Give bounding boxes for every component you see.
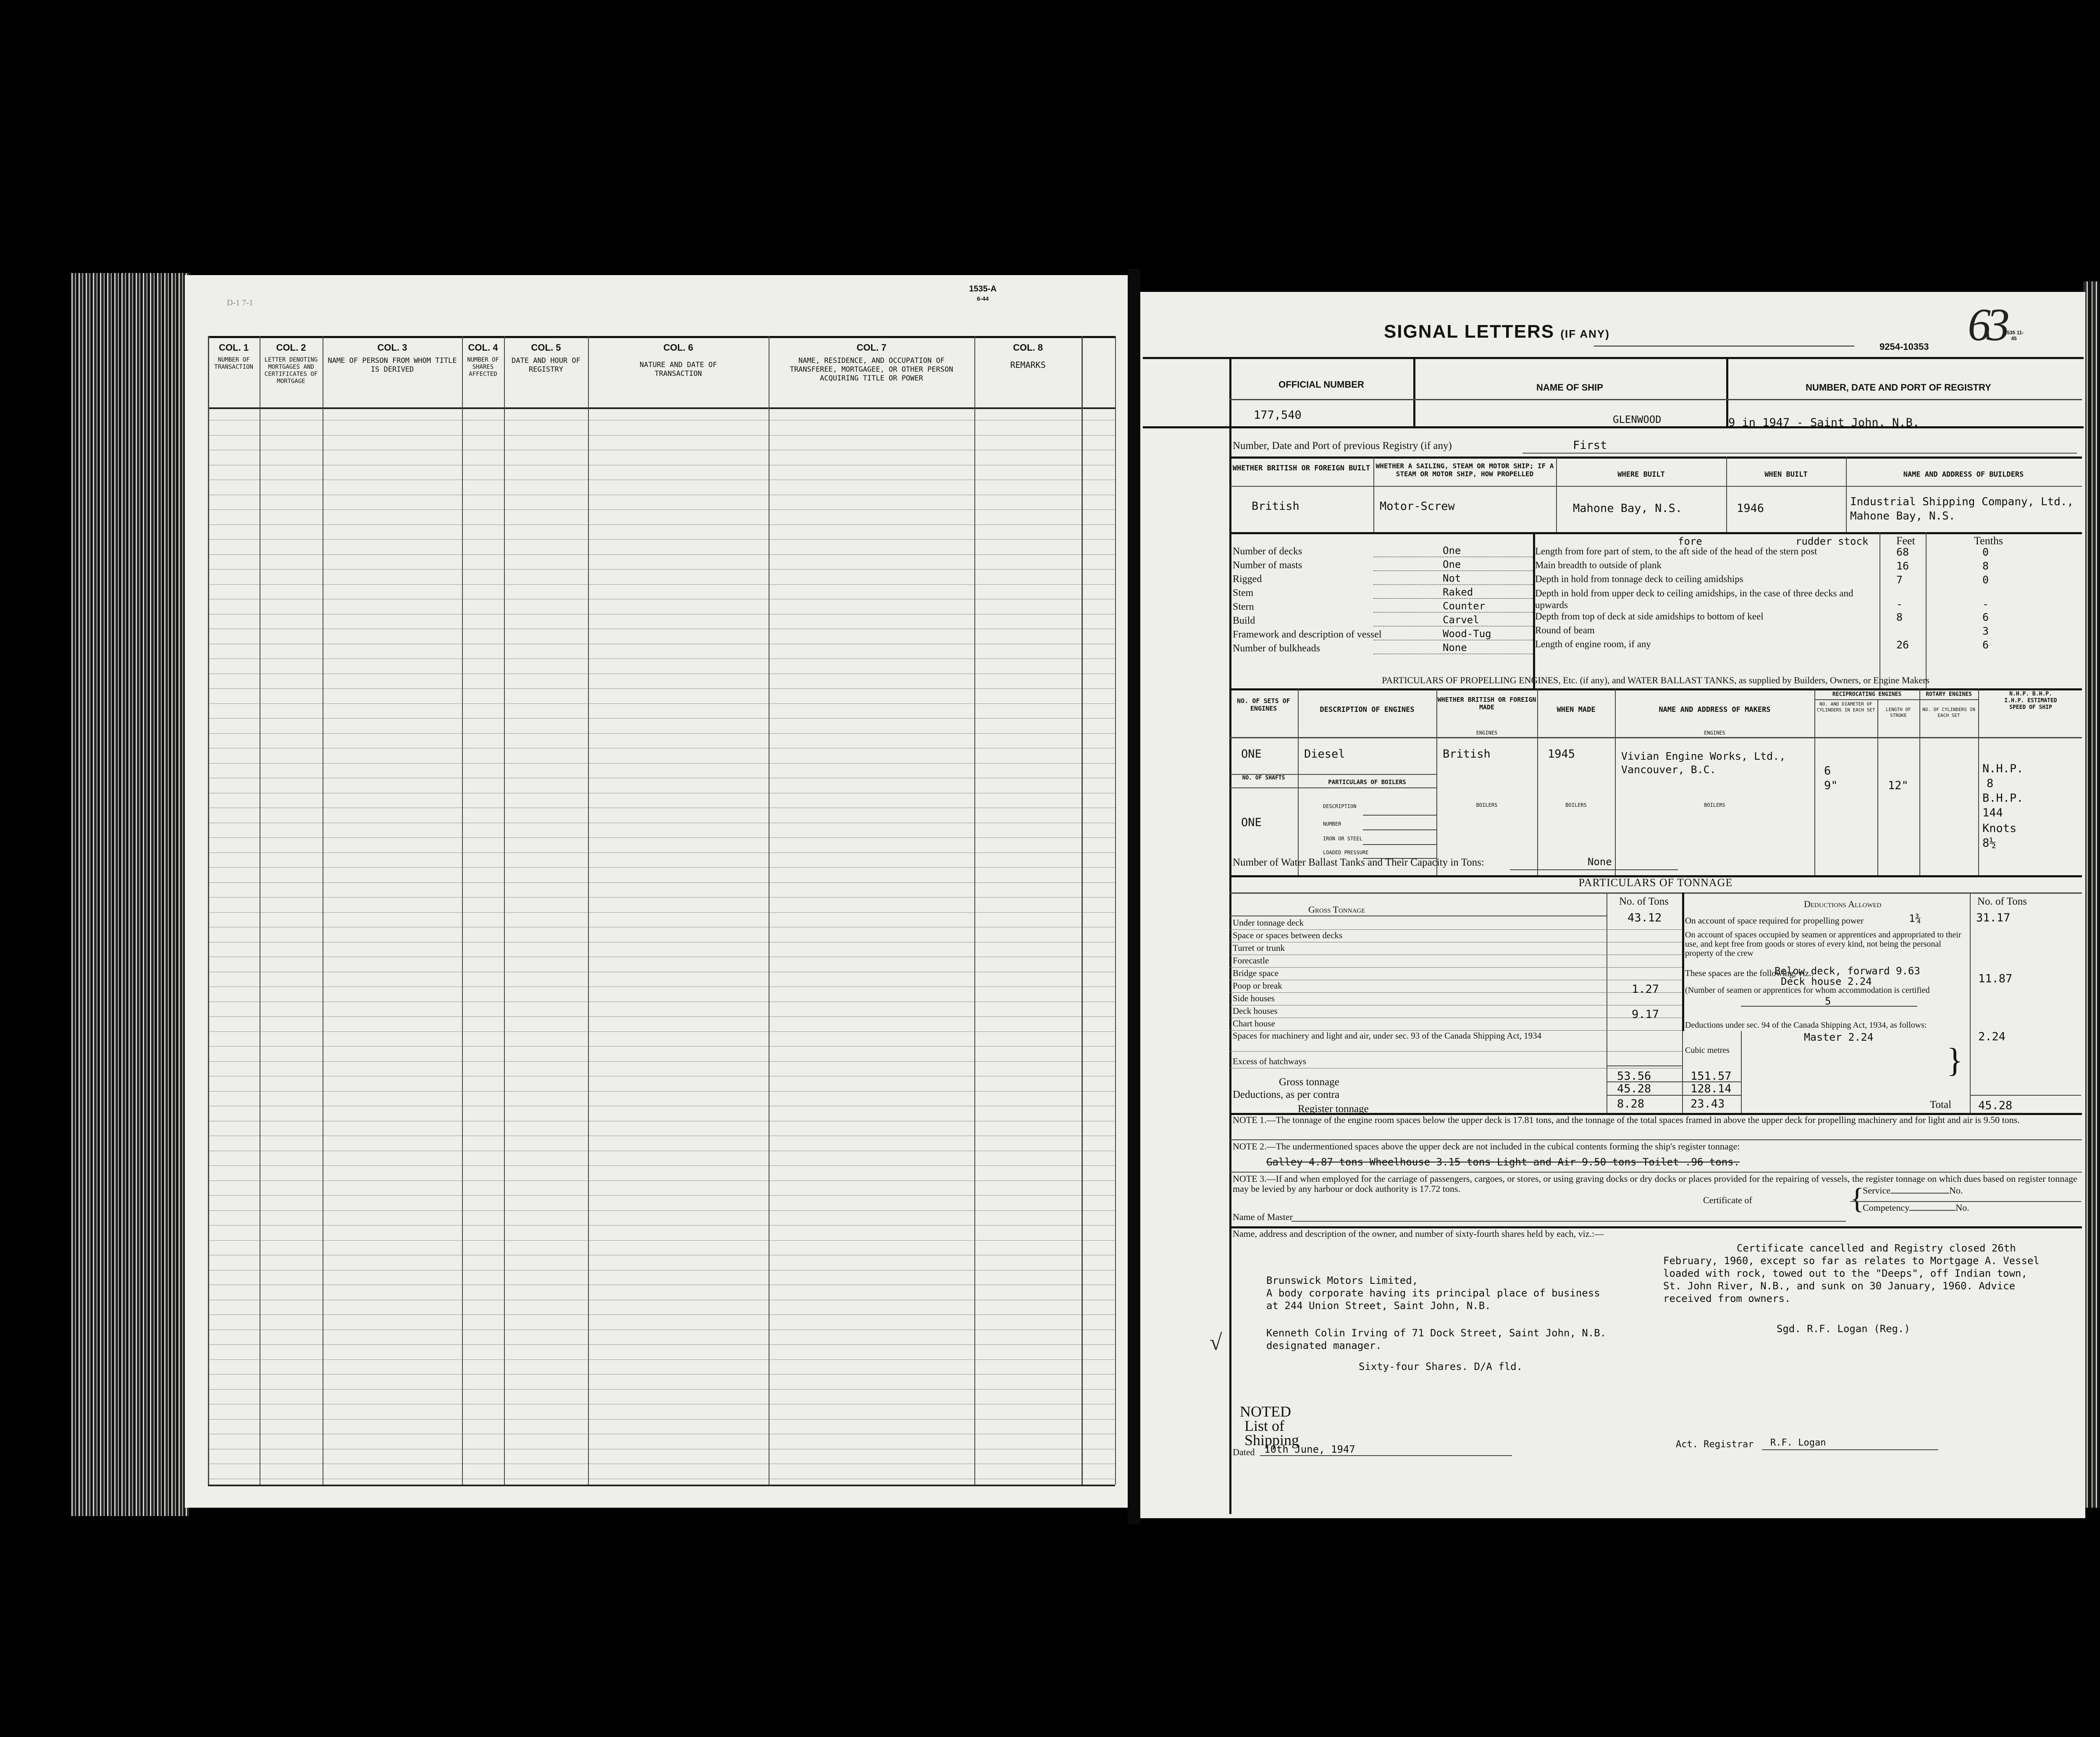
cubic-metres: 128.14 (1690, 1082, 1732, 1095)
previous-registry: First (1573, 439, 1607, 452)
official-number-label: OFFICIAL NUMBER (1278, 379, 1364, 390)
particular-value: Not (1443, 572, 1461, 584)
dimension-label: Length of engine room, if any (1535, 639, 1651, 649)
gross-item-line (1229, 967, 1682, 968)
left-page-register-ledger (185, 275, 1128, 1508)
deduction-master-value: 2.24 (1978, 1030, 2006, 1043)
deductions-total-value: 45.28 (1617, 1082, 1651, 1095)
deductions-label: Deductions, as per contra (1233, 1089, 1340, 1100)
deduction-crew-label: On account of spaces occupied by seamen or apprentices and appropriated to their use, and kept free from goods or stores of every kind, not being the personal property of the crew (1685, 930, 1961, 958)
particular-label: Framework and description of vessel (1233, 629, 1382, 640)
dimension-feet: - (1896, 598, 1903, 610)
ledger-row-line (208, 867, 1115, 868)
deduction-section-94-label: Deductions under sec. 94 of the Canada Shipping Act, 1934, as follows: (1685, 1021, 1927, 1030)
ledger-row-line (208, 1061, 1115, 1062)
note-2-spaces: Galley 4.87 tons Wheelhouse 3.15 tons Light and Air 9.50 tons Toilet .96 tons. (1266, 1156, 1740, 1168)
ledger-row-line (208, 1240, 1115, 1241)
registrar-name: R.F. Logan (1770, 1438, 1826, 1448)
leader-dots (1373, 584, 1533, 585)
gross-item-line (1229, 1051, 1682, 1052)
dimension-label: Length from fore part of stem, to the aft side of the head of the stern post (1535, 546, 1817, 556)
form-number: 1535-A (969, 284, 997, 294)
ledger-row-line (208, 688, 1115, 689)
total-label: Total (1930, 1099, 1952, 1110)
note-1: NOTE 1.—The tonnage of the engine room spaces below the upper deck is 17.81 tons, and the tonnage of the total spaces framed in above the upper deck for propelling machinery and for light and air is 9.50 tons. (1233, 1115, 2020, 1125)
remark-line: February, 1960, except so far as relates to Mortgage A. Vessel (1663, 1255, 2040, 1267)
left-page-stack-edge (71, 273, 189, 1516)
particular-label: Rigged (1233, 574, 1262, 585)
knots-value: 8½ (1982, 837, 1996, 850)
ledger-row-line (208, 1344, 1115, 1345)
registry-label: NUMBER, DATE AND PORT OF REGISTRY (1806, 382, 1991, 393)
deduction-spaces-label: These spaces are the following, viz.: (1685, 968, 1814, 978)
particular-label: Number of decks (1233, 546, 1302, 557)
note-3: NOTE 3.—If and when employed for the carriage of passengers, cargoes, or stores, or using graving docks or dry docks or places provided for the repairing of vessels, the register tonnage on which dues based on register tonnage may be levied by any harbour or dock authority is 17.72 tons. (1233, 1173, 2077, 1194)
under-deck-tons: 43.12 (1628, 911, 1662, 924)
particular-value: Carvel (1443, 614, 1479, 626)
form-date: 6-44 (976, 295, 989, 302)
particular-value: Raked (1443, 586, 1473, 598)
water-ballast-value: None (1588, 856, 1612, 868)
boiler-label: LOADED PRESSURE (1323, 850, 1369, 855)
knots-label: Knots (1982, 822, 2017, 835)
dimension-feet: 8 (1896, 611, 1903, 623)
engine-made: British (1443, 748, 1491, 761)
leader-dots (1373, 556, 1533, 557)
engine-subheader: BOILERS (1704, 802, 1725, 808)
engine-stroke: 12" (1888, 779, 1908, 792)
leader-dots (1373, 626, 1533, 627)
particular-value: Counter (1443, 600, 1486, 612)
ledger-row-line (208, 837, 1115, 838)
ledger-row-line (208, 718, 1115, 719)
leader-dots (1373, 570, 1533, 571)
remark-line: St. John River, N.B., and sunk on 30 January, 1960. Advice (1663, 1280, 2016, 1292)
column-header: COL. 3 NAME OF PERSON FROM WHOM TITLE IS DERIVED (328, 342, 457, 374)
build-value: 1946 (1737, 502, 1764, 515)
particular-value: None (1443, 642, 1467, 653)
build-header: WHERE BUILT (1617, 470, 1665, 479)
ledger-row-line (208, 703, 1115, 704)
gross-item-label: Side houses (1233, 993, 1275, 1003)
remark-line: received from owners. (1663, 1293, 1791, 1304)
column-header: COL. 1 NUMBER OF TRANSACTION (214, 342, 253, 370)
ledger-row-line (208, 912, 1115, 913)
ledger-row-line (208, 554, 1115, 555)
deck-house-value: Deck house 2.24 (1781, 976, 1872, 987)
gross-item-label: Deck houses (1233, 1006, 1278, 1016)
leader-dots (1373, 653, 1533, 654)
boiler-label: DESCRIPTION (1323, 803, 1357, 809)
register-tonnage-label: Register tonnage (1298, 1103, 1369, 1115)
dimension-tenths: 3 (1982, 625, 1989, 637)
dimension-feet: 68 (1896, 546, 1909, 558)
note-2: NOTE 2.—The undermentioned spaces above the upper deck are not included in the cubical contents forming the ship's register tonnage: (1233, 1141, 1740, 1152)
name-of-ship-label: NAME OF SHIP (1536, 382, 1603, 393)
dated-label: Dated (1233, 1447, 1255, 1457)
build-value: Motor-Screw (1380, 500, 1455, 513)
cubic-metres: 151.57 (1690, 1070, 1732, 1083)
particular-label: Number of masts (1233, 560, 1302, 571)
build-header: WHETHER BRITISH OR FOREIGN BUILT (1232, 464, 1370, 472)
gross-item-label: Bridge space (1233, 968, 1279, 978)
build-value: Industrial Shipping Company, Ltd., Mahone Bay, N.S. (1850, 496, 2074, 522)
engine-subheader: BOILERS (1476, 802, 1498, 808)
column-header: COL. 2 LETTER DENOTING MORTGAGES AND CERTIFICATES OF MORTGAGE (264, 342, 318, 385)
water-ballast-label: Number of Water Ballast Tanks and Their Capacity in Tons: (1233, 857, 1484, 868)
build-value: Mahone Bay, N.S. (1573, 502, 1683, 515)
master-deduction: Master 2.24 (1804, 1031, 1874, 1043)
particular-label: Stem (1233, 588, 1254, 598)
right-page-ship-register-form (1140, 292, 2085, 1518)
cubic-metres-label: Cubic metres (1685, 1046, 1730, 1055)
gross-item-label: Spaces for machinery and light and air, under sec. 93 of the Canada Shipping Act, 1934 (1233, 1031, 1542, 1041)
gross-no-of-tons-header: No. of Tons (1619, 896, 1669, 907)
engines-section-title: PARTICULARS OF PROPELLING ENGINES, Etc. (if any), and WATER BALLAST TANKS, as supplied by Builders, Owners, or Engine Makers (1382, 675, 1929, 685)
build-header: WHEN BUILT (1764, 470, 1808, 479)
build-value: British (1252, 500, 1299, 513)
ship-name: GLENWOOD (1613, 414, 1662, 425)
ledger-row-line (208, 539, 1115, 540)
engine-header: WHETHER BRITISH OR FOREIGN MADE (1437, 696, 1536, 711)
bracket: } (1947, 1042, 1963, 1079)
ledger-row-line (208, 1374, 1115, 1375)
ledger-row-line (208, 435, 1115, 436)
ledger-row-line (208, 882, 1115, 883)
competency-label: Competency No. (1863, 1202, 1969, 1213)
remark-line: loaded with rock, towed out to the "Deeps", off Indian town, (1663, 1267, 2027, 1279)
tonnage-section-title: PARTICULARS OF TONNAGE (1578, 876, 1733, 889)
deductions-title: Deductions Allowed (1804, 899, 1882, 909)
column-header: COL. 7 NAME, RESIDENCE, AND OCCUPATION OF TRANSFEREE, MORTGAGEE, OR OTHER PERSON ACQUIRING TITLE OR POWER (790, 342, 953, 383)
column-header: COL. 6 NATURE AND DATE OF TRANSACTION (639, 342, 717, 378)
engine-subheader: NO. OF CYLINDERS IN EACH SET (1922, 707, 1975, 718)
deduction-no-of-tons-header: No. of Tons (1977, 896, 2027, 907)
dimension-tenths: 6 (1982, 611, 1989, 623)
master-name-label: Name of Master (1233, 1212, 1293, 1222)
ledger-row-line (208, 1389, 1115, 1390)
particular-value: One (1443, 559, 1461, 570)
dimension-label: Depth in hold from upper deck to ceiling amidships, in the case of three decks and upwards (1535, 588, 1853, 610)
ledger-row-line (208, 1046, 1115, 1047)
particular-value: One (1443, 545, 1461, 556)
ledger-row-line (208, 1091, 1115, 1092)
certificate-brace: { (1850, 1183, 1864, 1215)
engine-header: NAME AND ADDRESS OF MAKERS (1659, 706, 1771, 714)
previous-registry-label: Number, Date and Port of previous Registry (if any) (1233, 440, 1452, 451)
shafts-value: ONE (1241, 816, 1262, 829)
dimension-label: Main breadth to outside of plank (1535, 560, 1662, 570)
engine-subheader: ENGINES (1476, 730, 1498, 736)
engine-cylinders: 6 (1824, 764, 1831, 777)
gross-tonnage-label: Gross tonnage (1279, 1076, 1339, 1088)
check-mark: √ (1210, 1330, 1222, 1355)
boilers-particulars-label: PARTICULARS OF BOILERS (1328, 779, 1406, 786)
gross-item-line (1229, 929, 1682, 930)
ledger-row-line (208, 1016, 1115, 1017)
dimension-label: Depth from top of deck at side amidships to bottom of keel (1535, 611, 1764, 622)
build-header: WHETHER A SAILING, STEAM OR MOTOR SHIP; IF A STEAM OR MOTOR SHIP, HOW PROPELLED (1376, 462, 1554, 478)
bhp-value: 144 (1982, 806, 2003, 819)
ledger-row-line (208, 509, 1115, 510)
owner-line: A body corporate having its principal place of business (1266, 1287, 1600, 1299)
ledger-row-line (208, 763, 1115, 764)
dimension-tenths: 6 (1982, 639, 1989, 651)
column-header: COL. 4 NUMBER OF SHARES AFFECTED (467, 342, 499, 378)
engine-diameter: 9" (1824, 779, 1838, 792)
dimension-tenths: 0 (1982, 574, 1989, 586)
folio-number: 63 (1968, 299, 2006, 350)
engine-subheader: NO. AND DIAMETER OF CYLINDERS IN EACH SET (1816, 701, 1875, 713)
poop-tons: 1.27 (1632, 983, 1659, 996)
engine-header: DESCRIPTION OF ENGINES (1320, 706, 1415, 714)
cubic-metres: 23.43 (1690, 1097, 1725, 1110)
ledger-row-line (208, 1195, 1115, 1196)
official-number: 177,540 (1254, 409, 1302, 422)
dimensions-feet-header: Feet (1896, 535, 1915, 547)
dated-value: 10th June, 1947 (1264, 1443, 1355, 1455)
bhp-label: B.H.P. (1982, 792, 2024, 805)
nhp-value: 8 (1987, 777, 1994, 790)
engine-when: 1945 (1548, 748, 1575, 761)
particular-label: Build (1233, 615, 1255, 626)
deduction-crew-value: 11.87 (1978, 972, 2013, 985)
certificate-of-label: Certificate of (1703, 1195, 1752, 1205)
remark-line: Certificate cancelled and Registry closed 26th (1737, 1242, 2016, 1254)
shares-value: Sixty-four Shares. D/A fld. (1359, 1361, 1523, 1372)
book-gutter (1128, 269, 1140, 1524)
deck-house-tons: 9.17 (1632, 1008, 1659, 1021)
gross-item-label: Space or spaces between decks (1233, 930, 1343, 940)
ledger-row-line (208, 1359, 1115, 1360)
owner-line: at 244 Union Street, Saint John, N.B. (1266, 1300, 1491, 1312)
owner-description-label: Name, address and description of the owner, and number of sixty-fourth shares held by each, viz.:— (1233, 1228, 1604, 1239)
right-page-stack-edge (2083, 281, 2100, 1508)
dimension-tenths: 0 (1982, 546, 1989, 558)
register-tonnage-value: 8.28 (1617, 1097, 1645, 1110)
ledger-row-line (208, 733, 1115, 734)
ledger-row-line (208, 584, 1115, 585)
owner-line: Brunswick Motors Limited, (1266, 1275, 1418, 1286)
nhp-label: N.H.P. (1982, 762, 2024, 775)
leader-dots (1373, 612, 1533, 613)
engine-subheader: BOILERS (1565, 802, 1587, 808)
engine-header: RECIPROCATING ENGINES (1832, 691, 1902, 698)
column-header: COL. 5 DATE AND HOUR OF REGISTRY (512, 342, 580, 374)
gross-item-label: Turret or trunk (1233, 943, 1285, 953)
gross-item-label: Poop or break (1233, 981, 1282, 991)
deduction-number-label: (Number of seamen or apprentices for whom accommodation is certified (1685, 986, 1930, 995)
dimension-tenths: - (1982, 598, 1989, 610)
boiler-label: IRON OR STEEL (1323, 836, 1362, 842)
dimension-feet: 16 (1896, 560, 1909, 572)
engine-subheader: LENGTH OF STROKE (1886, 707, 1911, 718)
stamp-line: NOTED (1240, 1403, 1291, 1420)
engine-header: N.H.P. B.H.P. I.H.P. ESTIMATED SPEED OF SHIP (2004, 691, 2057, 711)
ledger-row-line (208, 1031, 1115, 1032)
leader-dots (1373, 598, 1533, 599)
ledger-row-line (208, 1165, 1115, 1166)
gross-tonnage-title: Gross Tonnage (1308, 904, 1365, 915)
registry-value: 9 in 1947 - Saint John, N.B. (1728, 416, 1920, 429)
boiler-label: NUMBER (1323, 821, 1341, 827)
stamp-line: List of (1244, 1417, 1284, 1434)
crew-spaces-value: Below deck, forward 9.63 (1774, 965, 1920, 977)
gross-item-label: Under tonnage deck (1233, 918, 1304, 928)
engine-sets: ONE (1241, 748, 1262, 761)
corner-note: D-1 7-1 (227, 298, 253, 307)
registrar-label: Act. Registrar (1676, 1439, 1754, 1450)
dimension-insert-rudder-stock: rudder stock (1796, 535, 1869, 547)
form-code: 9254-10353 (1880, 341, 1929, 352)
form-small-code: 1535 11-45 (2004, 330, 2024, 341)
shafts-label: NO. OF SHAFTS (1242, 775, 1285, 781)
build-header: NAME AND ADDRESS OF BUILDERS (1903, 470, 2024, 479)
dimension-feet: 7 (1896, 574, 1903, 586)
dimension-insert-fore: fore (1678, 535, 1702, 547)
signal-letters-title: SIGNAL LETTERS (IF ANY) (1384, 321, 1610, 342)
deduction-propelling-label: On account of space required for propelling power (1685, 916, 1864, 926)
engine-header: ROTARY ENGINES (1926, 691, 1972, 698)
signed-by: Sgd. R.F. Logan (Reg.) (1777, 1323, 1910, 1335)
dimension-feet: 26 (1896, 639, 1909, 651)
gross-tonnage-value: 53.56 (1617, 1070, 1651, 1083)
dimension-label: Depth in hold from tonnage deck to ceiling amidships (1535, 574, 1743, 584)
engine-makers: Vivian Engine Works, Ltd., Vancouver, B.C. (1621, 750, 1786, 776)
engine-header: NO. OF SETS OF ENGINES (1237, 697, 1290, 712)
gross-item-line (1229, 992, 1682, 993)
deduction-total-value: 45.28 (1978, 1099, 2013, 1112)
gross-item-label: Forecastle (1233, 955, 1269, 966)
gross-item-label: Excess of hatchways (1233, 1056, 1306, 1066)
owner-line: designated manager. (1266, 1340, 1382, 1351)
particular-label: Number of bulkheads (1233, 643, 1320, 654)
engine-header: WHEN MADE (1557, 706, 1596, 714)
ledger-row-line (208, 1210, 1115, 1211)
stamp-line: Shipping (1244, 1432, 1299, 1448)
dimension-label: Round of beam (1535, 625, 1595, 635)
dimensions-tenths-header: Tenths (1974, 535, 2003, 547)
gross-item-label: Chart house (1233, 1018, 1275, 1029)
service-label: Service No. (1863, 1185, 1963, 1196)
owner-line: Kenneth Colin Irving of 71 Dock Street, Saint John, N.B. (1266, 1327, 1606, 1339)
deduction-propelling-value: 31.17 (1976, 911, 2011, 924)
dimension-tenths: 8 (1982, 560, 1989, 572)
engine-subheader: ENGINES (1704, 730, 1725, 736)
engine-description: Diesel (1304, 748, 1345, 761)
crew-number: 5 (1825, 995, 1831, 1007)
column-header: COL. 8 REMARKS (1010, 342, 1046, 370)
particular-label: Stern (1233, 601, 1254, 612)
particular-value: Wood-Tug (1443, 628, 1491, 640)
ledger-row-line (208, 1419, 1115, 1420)
propelling-handwritten: 1¾ (1909, 913, 1921, 924)
